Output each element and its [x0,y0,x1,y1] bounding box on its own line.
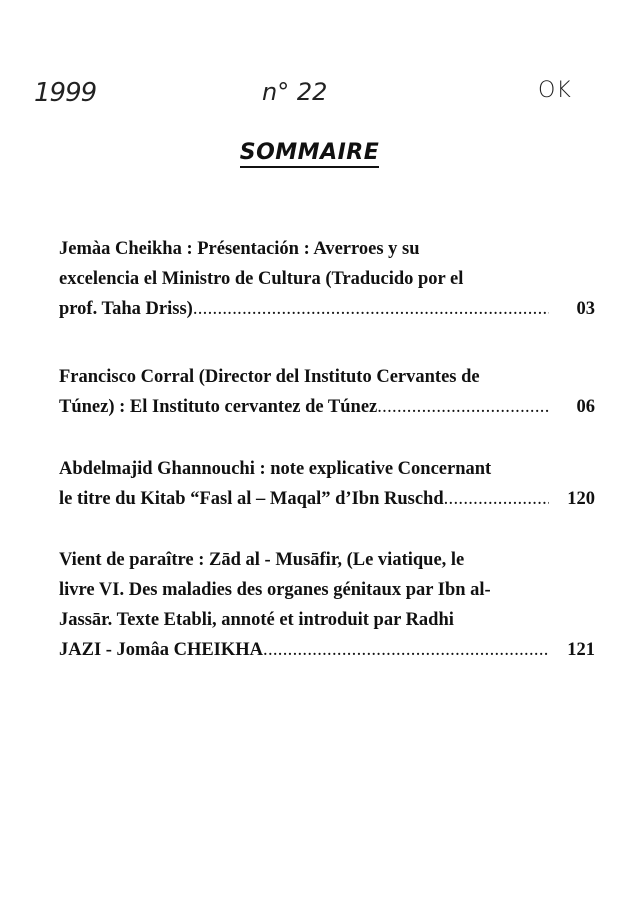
dot-leader [444,484,549,514]
toc-entry-line: Vient de paraître : Zād al - Musāfir, (Le viatique, le [59,550,465,570]
toc-entry-line: Jassār. Texte Etabli, annoté et introduit par Radhi [59,610,454,630]
toc-entry-line: JAZI - Jomâa CHEIKHA [59,640,264,660]
toc-entry-line: excelencia el Ministro de Cultura (Traducido por el [59,269,464,289]
toc-entry-line: Jemàa Cheikha : Présentación : Averroes y su [59,239,420,259]
toc-page-number: 06 [576,397,595,417]
toc-entry-last-line [59,294,595,324]
dot-leader [193,294,549,324]
toc-entry-line: livre VI. Des maladies des organes génitaux par Ibn al- [59,580,491,600]
toc-entry-4 [59,545,595,665]
toc-page-number: 121 [567,640,595,660]
toc-entry-line: le titre du Kitab “Fasl al – Maqal” d’Ibn Ruschd [59,489,444,509]
dot-leader [377,392,549,422]
toc-entry-line: Francisco Corral (Director del Instituto Cervantes de [59,367,480,387]
page-title [0,140,619,165]
page-title-text: SOMMAIRE [240,140,380,168]
toc-page-number: 120 [567,489,595,509]
dot-leader [263,635,549,665]
toc-page-number: 03 [576,299,595,319]
toc-entry-line: prof. Taha Driss) [59,299,193,319]
handwritten-ok-mark: OK [538,78,572,103]
toc-entry-1 [59,234,595,324]
toc-entry-last-line [59,484,595,514]
handwritten-year: 1999 [34,78,97,108]
toc-entry-last-line [59,392,595,422]
toc-entry-last-line [59,635,595,665]
handwritten-issue-number: n° 22 [262,78,328,106]
toc-entry-2 [59,362,595,422]
toc-entry-line: Abdelmajid Ghannouchi : note explicative Concernant [59,459,492,479]
toc-entry-3 [59,454,595,514]
toc-entry-line: Túnez) : El Instituto cervantez de Túnez [59,397,378,417]
